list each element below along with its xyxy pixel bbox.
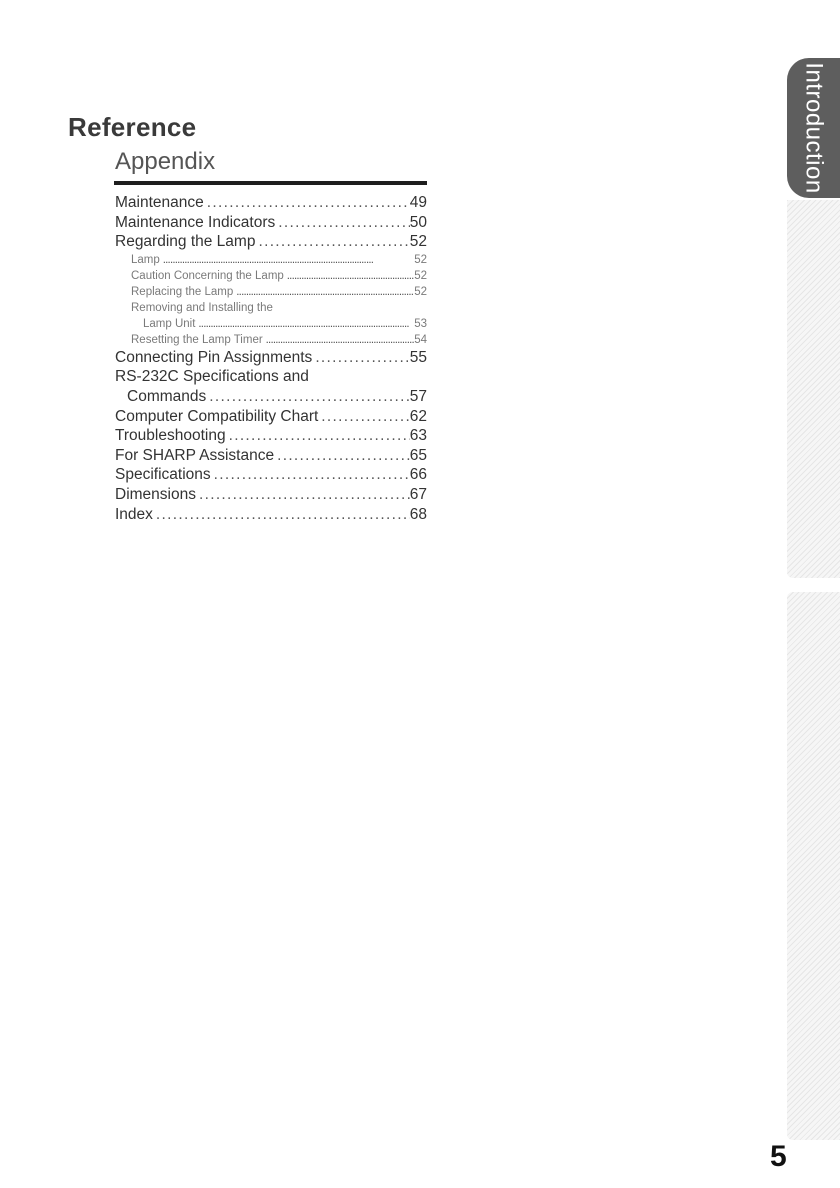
page-number: 5 [770,1140,787,1173]
toc-entry-label: Troubleshooting [115,427,226,445]
toc-subentry[interactable] [115,284,427,300]
toc-entry[interactable] [115,505,427,525]
toc-entry[interactable] [115,213,427,233]
toc-entry-label: Dimensions [115,485,196,503]
toc-entry-page: 57 [409,387,427,405]
toc-entry-label: Lamp Unit [143,317,196,330]
toc-entry-page: 52 [414,285,427,298]
toc-entry[interactable] [115,426,427,446]
leader-dots [226,426,410,446]
toc-entry-page: 49 [409,194,427,211]
toc-entry[interactable] [115,407,427,427]
toc-entry-label: Replacing the Lamp [131,285,234,298]
leader-dots [206,387,410,407]
toc-entry-label: Regarding the Lamp [115,233,256,251]
leader-dots [275,213,409,233]
toc-entry-label: Maintenance Indicators [115,213,276,231]
toc-entry-label: Connecting Pin Assignments [115,348,313,366]
leader-dots [233,284,414,300]
toc-entry[interactable] [115,193,427,213]
toc-entry-page: 52 [414,269,427,282]
toc-entry-label: Index [115,505,153,523]
leader-dots [318,407,409,427]
introduction-tab-label: Introduction [800,62,828,194]
toc-entry-label: Specifications [115,466,211,484]
toc-entry-page: 53 [414,317,427,330]
toc-entry-label: For SHARP Assistance [115,446,275,464]
toc-entry-page: 54 [414,333,427,346]
toc-entry[interactable] [115,446,427,466]
toc-entry [115,367,427,387]
toc-entry-label: Computer Compatibility Chart [115,407,319,425]
leader-dots [255,232,409,252]
table-of-contents [115,193,427,524]
toc-entry[interactable] [115,465,427,485]
toc-entry[interactable] [115,485,427,505]
toc-entry-label: Lamp [131,253,160,266]
leader-dots [196,485,410,505]
toc-entry-label: Resetting the Lamp Timer [131,333,263,346]
toc-subentry[interactable] [115,316,427,332]
toc-entry-page: 66 [409,466,427,484]
toc-entry[interactable] [115,387,427,407]
subsection-heading: Appendix [115,148,216,175]
toc-entry-page: 68 [409,505,427,523]
leader-dots [153,505,410,525]
toc-entry-label: Maintenance [115,194,204,211]
toc-subentry[interactable] [115,332,427,348]
toc-subentry[interactable] [115,268,427,284]
leader-dots [284,268,414,284]
toc-subentry[interactable] [115,252,427,268]
side-tab-strip [787,200,840,578]
toc-entry-label: RS-232C Specifications and [115,368,309,386]
heading-rule [114,181,427,185]
introduction-tab[interactable] [787,58,840,198]
toc-entry-page: 63 [409,427,427,445]
leader-dots [312,348,409,368]
toc-entry-page: 65 [409,446,427,464]
toc-entry[interactable] [115,348,427,368]
toc-entry-page: 50 [409,213,427,231]
leader-dots [160,252,414,268]
toc-entry-label: Commands [127,387,207,405]
leader-dots [204,193,410,213]
toc-entry[interactable] [115,232,427,252]
toc-entry-label: Removing and Installing the [131,301,273,314]
section-heading: Reference [68,112,197,142]
toc-entry-page: 52 [414,253,427,266]
toc-entry-label: Caution Concerning the Lamp [131,269,284,282]
leader-dots [211,465,410,485]
toc-entry-page: 55 [409,348,427,366]
toc-entry-page: 52 [409,233,427,251]
side-tab-strip [787,592,840,1140]
toc-subentry [115,300,427,316]
leader-dots [195,316,414,332]
leader-dots [274,446,410,466]
leader-dots [263,332,415,348]
toc-entry-page: 67 [409,485,427,503]
toc-entry-page: 62 [409,407,427,425]
